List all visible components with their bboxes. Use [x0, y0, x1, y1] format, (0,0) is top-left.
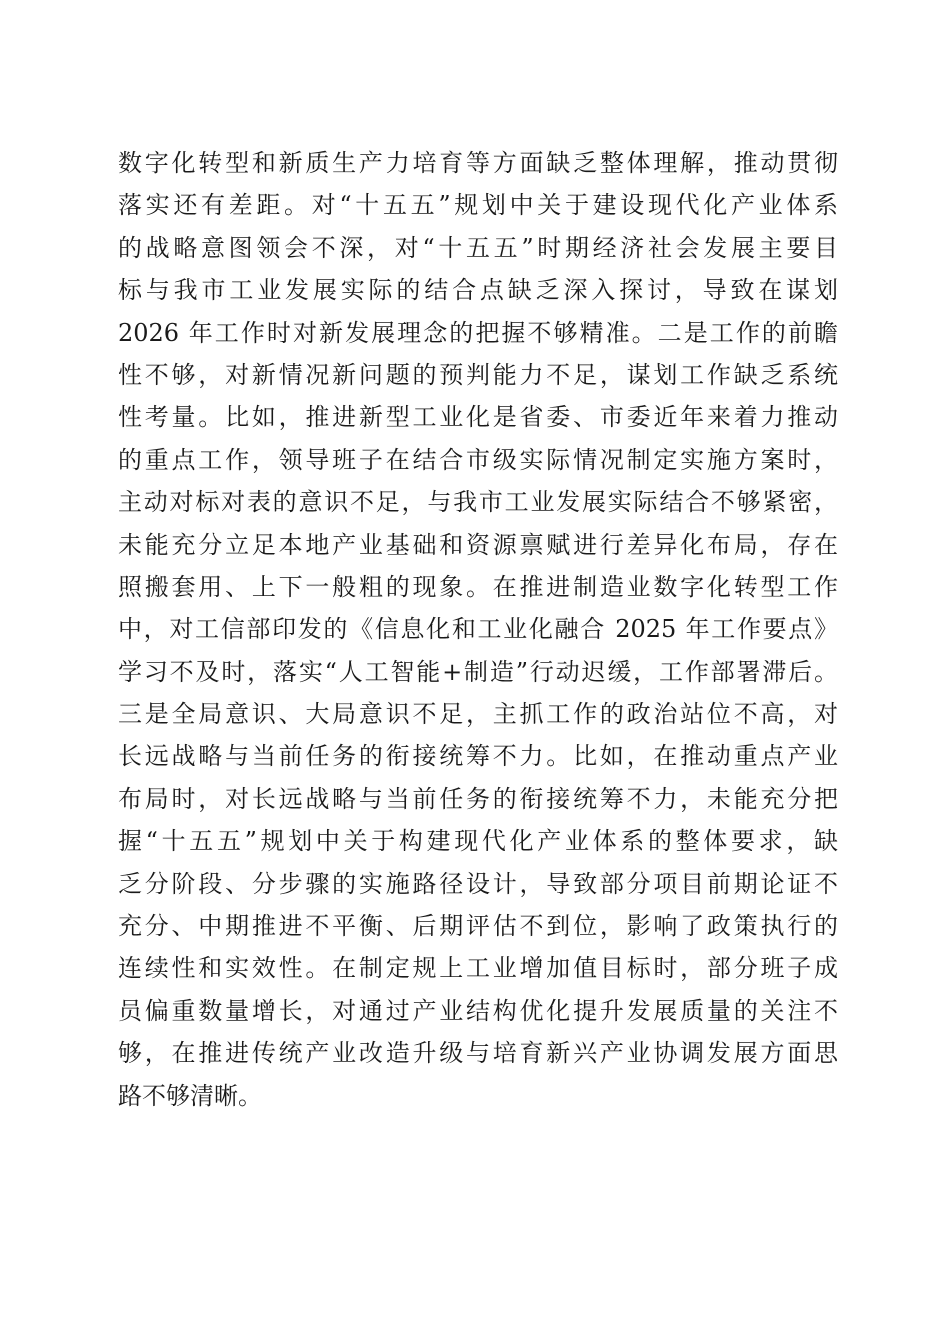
text-line: 的战略意图领会不深，对“十五五”时期经济社会发展主要目	[118, 233, 838, 262]
text-line: 员偏重数量增长，对通过产业结构优化提升发展质量的关注不	[118, 996, 838, 1025]
text-line: 乏分阶段、分步骤的实施路径设计，导致部分项目前期论证不	[118, 869, 838, 898]
text-line: 未能充分立足本地产业基础和资源禀赋进行差异化布局，存在	[118, 530, 838, 559]
text-line: 中，对工信部印发的《信息化和工业化融合 2025 年工作要点》	[118, 615, 838, 644]
text-line: 充分、中期推进不平衡、后期评估不到位，影响了政策执行的	[118, 912, 838, 941]
text-line: 三是全局意识、大局意识不足，主抓工作的政治站位不高，对	[118, 700, 838, 729]
body-paragraph	[118, 142, 838, 1117]
text-line: 路不够清晰。	[118, 1081, 262, 1110]
text-line: 够，在推进传统产业改造升级与培育新兴产业协调发展方面思	[118, 1039, 838, 1068]
text-line: 2026 年工作时对新发展理念的把握不够精准。二是工作的前瞻	[118, 318, 838, 347]
text-line: 学习不及时，落实“人工智能+制造”行动迟缓，工作部署滞后。	[118, 657, 838, 686]
text-line: 照搬套用、上下一般粗的现象。在推进制造业数字化转型工作	[118, 572, 838, 601]
text-line: 连续性和实效性。在制定规上工业增加值目标时，部分班子成	[118, 954, 838, 983]
text-line: 性不够，对新情况新问题的预判能力不足，谋划工作缺乏系统	[118, 360, 838, 389]
text-line: 落实还有差距。对“十五五”规划中关于建设现代化产业体系	[118, 191, 838, 220]
text-line: 标与我市工业发展实际的结合点缺乏深入探讨，导致在谋划	[118, 276, 838, 305]
text-line: 数字化转型和新质生产力培育等方面缺乏整体理解，推动贯彻	[118, 149, 838, 177]
text-line: 长远战略与当前任务的衔接统筹不力。比如，在推动重点产业	[118, 742, 838, 771]
text-line: 主动对标对表的意识不足，与我市工业发展实际结合不够紧密，	[118, 488, 838, 517]
text-line: 布局时，对长远战略与当前任务的衔接统筹不力，未能充分把	[118, 784, 838, 813]
text-line: 的重点工作，领导班子在结合市级实际情况制定实施方案时，	[118, 445, 838, 474]
text-line: 握“十五五”规划中关于构建现代化产业体系的整体要求，缺	[118, 827, 838, 856]
text-line: 性考量。比如，推进新型工业化是省委、市委近年来着力推动	[118, 403, 838, 432]
